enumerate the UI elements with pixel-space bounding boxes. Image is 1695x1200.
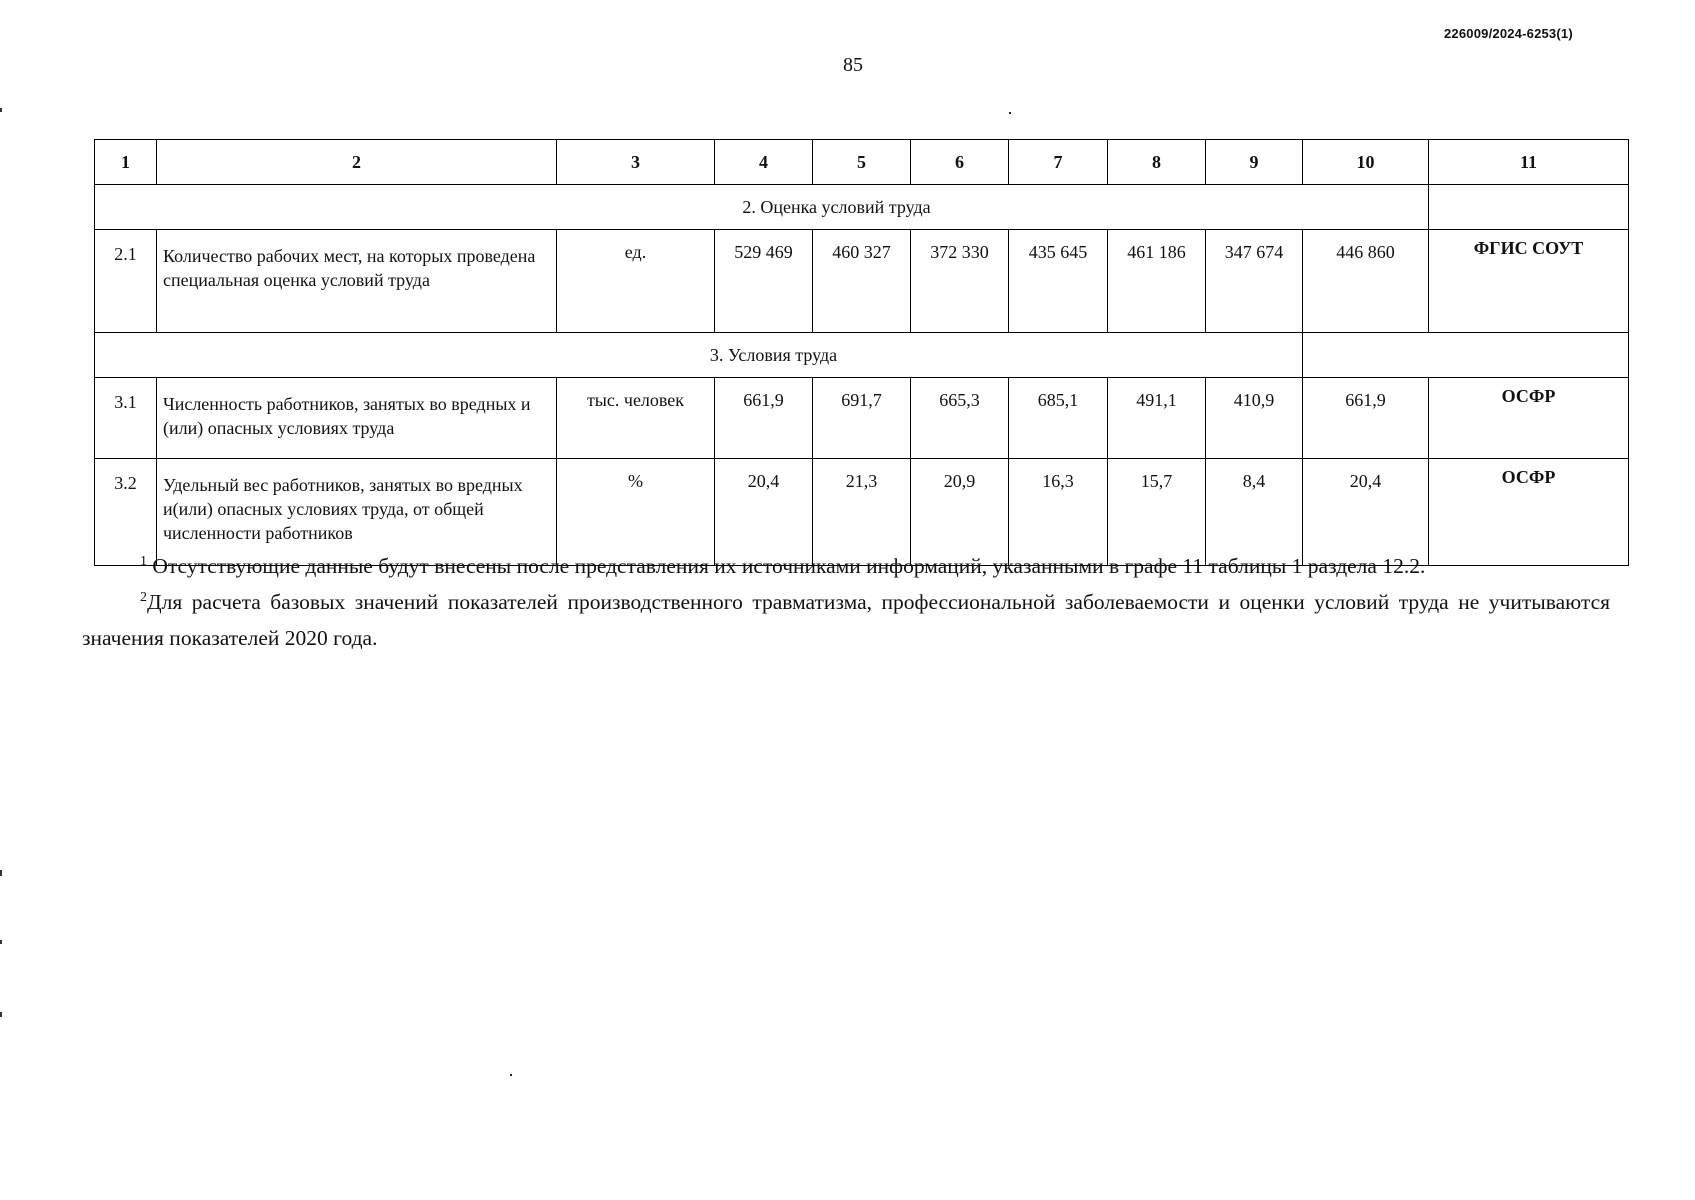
scan-margin-mark bbox=[0, 1012, 2, 1017]
value-cell: 461 186 bbox=[1108, 230, 1206, 333]
scan-margin-mark bbox=[0, 870, 2, 876]
row-number: 2.1 bbox=[95, 230, 157, 333]
row-number: 3.2 bbox=[95, 459, 157, 566]
scan-margin-mark bbox=[0, 108, 2, 112]
section-title: 2. Оценка условий труда bbox=[95, 185, 1429, 230]
column-number: 3 bbox=[557, 140, 715, 185]
column-number: 10 bbox=[1303, 140, 1429, 185]
value-cell: 15,7 bbox=[1108, 459, 1206, 566]
value-cell: 460 327 bbox=[813, 230, 911, 333]
page-number: 85 bbox=[843, 54, 863, 76]
footnote bbox=[82, 548, 1610, 584]
unit-cell: % bbox=[557, 459, 715, 566]
column-number: 5 bbox=[813, 140, 911, 185]
footnote bbox=[82, 584, 1610, 656]
value-cell: 372 330 bbox=[911, 230, 1009, 333]
unit-cell: ед. bbox=[557, 230, 715, 333]
empty-cell bbox=[1303, 333, 1629, 378]
table-row bbox=[95, 230, 1629, 333]
value-cell: 8,4 bbox=[1206, 459, 1303, 566]
column-number-row bbox=[95, 140, 1629, 185]
footnotes bbox=[82, 548, 1610, 656]
footnote-text: Для расчета базовых значений показателей производственного травматизма, профессиональной заболеваемости и оценки условий труда не учитываются значения показателей 2020 года. bbox=[82, 590, 1610, 650]
value-cell: 20,9 bbox=[911, 459, 1009, 566]
value-cell: 20,4 bbox=[1303, 459, 1429, 566]
value-cell: 529 469 bbox=[715, 230, 813, 333]
scan-speck bbox=[1009, 112, 1011, 114]
value-cell: 661,9 bbox=[715, 378, 813, 459]
indicators-table bbox=[94, 139, 1629, 566]
column-number: 9 bbox=[1206, 140, 1303, 185]
value-cell: 20,4 bbox=[715, 459, 813, 566]
section-title: 3. Условия труда bbox=[95, 333, 1303, 378]
footnote-text: Отсутствующие данные будут внесены после представления их источниками информаций, указанными в графе 11 таблицы 1 раздела 12.2. bbox=[147, 554, 1426, 578]
indicator-name: Удельный вес работников, занятых во вредных и(или) опасных условиях труда, от общей численности работников bbox=[157, 459, 557, 566]
column-number: 11 bbox=[1429, 140, 1629, 185]
unit-cell: тыс. человек bbox=[557, 378, 715, 459]
value-cell: 410,9 bbox=[1206, 378, 1303, 459]
value-cell: 21,3 bbox=[813, 459, 911, 566]
scan-speck bbox=[510, 1074, 512, 1076]
indicator-name: Количество рабочих мест, на которых проведена специальная оценка условий труда bbox=[157, 230, 557, 333]
value-cell: 691,7 bbox=[813, 378, 911, 459]
value-cell: 435 645 bbox=[1009, 230, 1108, 333]
empty-cell bbox=[1429, 185, 1629, 230]
column-number: 4 bbox=[715, 140, 813, 185]
scan-margin-mark bbox=[0, 940, 2, 944]
column-number: 1 bbox=[95, 140, 157, 185]
section-row bbox=[95, 333, 1629, 378]
table-row bbox=[95, 378, 1629, 459]
value-cell: 685,1 bbox=[1009, 378, 1108, 459]
column-number: 7 bbox=[1009, 140, 1108, 185]
column-number: 8 bbox=[1108, 140, 1206, 185]
value-cell: 665,3 bbox=[911, 378, 1009, 459]
footnote-marker: 1 bbox=[140, 554, 147, 569]
source-cell: ОСФР bbox=[1429, 378, 1629, 459]
source-cell: ФГИС СОУТ bbox=[1429, 230, 1629, 333]
document-id: 226009/2024-6253(1) bbox=[1444, 26, 1573, 41]
row-number: 3.1 bbox=[95, 378, 157, 459]
value-cell: 16,3 bbox=[1009, 459, 1108, 566]
value-cell: 491,1 bbox=[1108, 378, 1206, 459]
section-row bbox=[95, 185, 1629, 230]
column-number: 2 bbox=[157, 140, 557, 185]
footnote-marker: 2 bbox=[140, 590, 147, 605]
column-number: 6 bbox=[911, 140, 1009, 185]
indicator-name: Численность работников, занятых во вредных и (или) опасных условиях труда bbox=[157, 378, 557, 459]
value-cell: 347 674 bbox=[1206, 230, 1303, 333]
value-cell: 661,9 bbox=[1303, 378, 1429, 459]
value-cell: 446 860 bbox=[1303, 230, 1429, 333]
source-cell: ОСФР bbox=[1429, 459, 1629, 566]
